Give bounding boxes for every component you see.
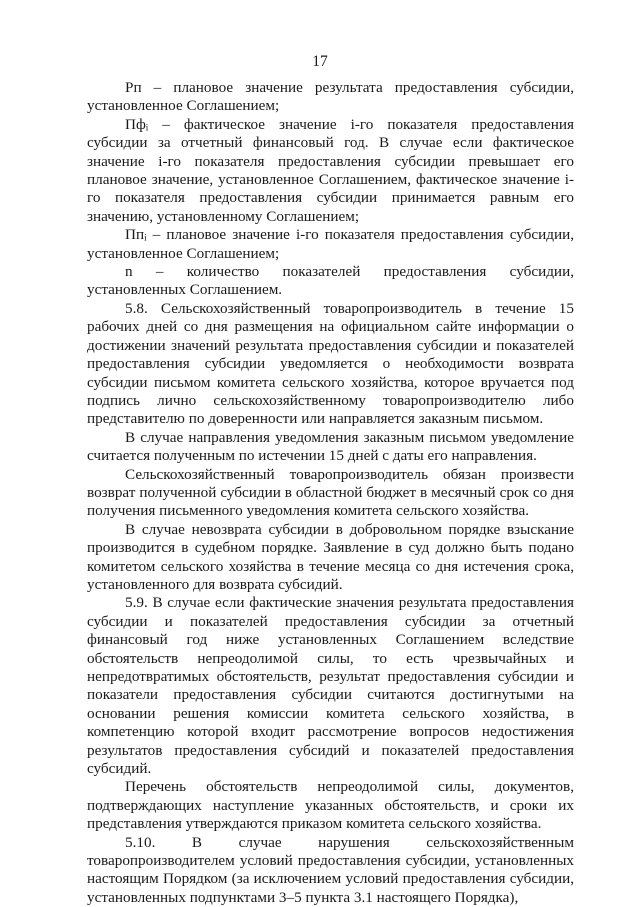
paragraph-notice-by-mail: В случае направления уведомления заказным письмом уведомление считается полученным по истечении 15 дней с даты его направления. [87,428,574,465]
page-number: 17 [312,53,328,70]
paragraph-pf-definition: Пфᵢ – фактическое значение i-го показателя предоставления субсидии за отчетный финансовый год. В случае если фактическое значение i-го показателя предоставления субсидии превышает его плановое значение, установленное Соглашением, фактическое значение i-го показателя предоставления субсидии принимается равным его значению, установленному Соглашением; [87,115,574,225]
paragraph-5-10: 5.10. В случае нарушения сельскохозяйственным товаропроизводителем условий предоставления субсидии, установленных настоящим Порядком (за исключением условий предоставления субсидии, установленных подпунктами 3–5 пункта 3.1 настоящего Порядка), [87,833,574,906]
document-body [87,79,574,907]
paragraph-pp-definition: Ппᵢ – плановое значение i-го показателя предоставления субсидии, установленное Соглашением; [87,226,574,262]
paragraph-force-majeure-list: Перечень обстоятельств непреодолимой силы, документов, подтверждающих наступление указанных обстоятельств, и сроки их представления утверждаются приказом комитета сельского хозяйства. [87,778,574,833]
paragraph-5-9: 5.9. В случае если фактические значения результата предоставления субсидии и показателей предоставления субсидии за отчетный финансовый год ниже установленных Соглашением вследствие обстоятельств непреодолимой силы, то есть чрезвычайных и непредотвратимых обстоятельств, результат предоставления субсидии и показатели предоставления субсидии считаются достигнутыми на основании решения комиссии комитета сельского хозяйства, в компетенцию которой входит рассмотрение вопросов недостижения результатов предоставления субсидий и показателей предоставления субсидий. [87,594,574,778]
paragraph-n-definition: n – количество показателей предоставления субсидии, установленных Соглашением. [87,263,574,299]
paragraph-rp-definition: Рп – плановое значение результата предоставления субсидии, установленное Соглашением; [87,79,574,115]
paragraph-return-obligation: Сельскохозяйственный товаропроизводитель обязан произвести возврат полученной субсидии в областной бюджет в месячный срок со дня получения письменного уведомления комитета сельского хозяйства. [87,465,574,520]
paragraph-5-8: 5.8. Сельскохозяйственный товаропроизводитель в течение 15 рабочих дней со дня размещения на официальном сайте информации о достижении значений результата предоставления субсидии и показателей предоставления субсидии уведомляется о необходимости возврата субсидии письмом комитета сельского хозяйства, которое вручается под подпись лично сельскохозяйственному товаропроизводителю либо представителю по доверенности или направляется заказным письмом. [87,299,574,428]
paragraph-court-recovery: В случае невозврата субсидии в добровольном порядке взыскание производится в судебном порядке. Заявление в суд должно быть подано комитетом сельского хозяйства в течение месяца со дня истечения срока, установленного для возврата субсидий. [87,520,574,593]
